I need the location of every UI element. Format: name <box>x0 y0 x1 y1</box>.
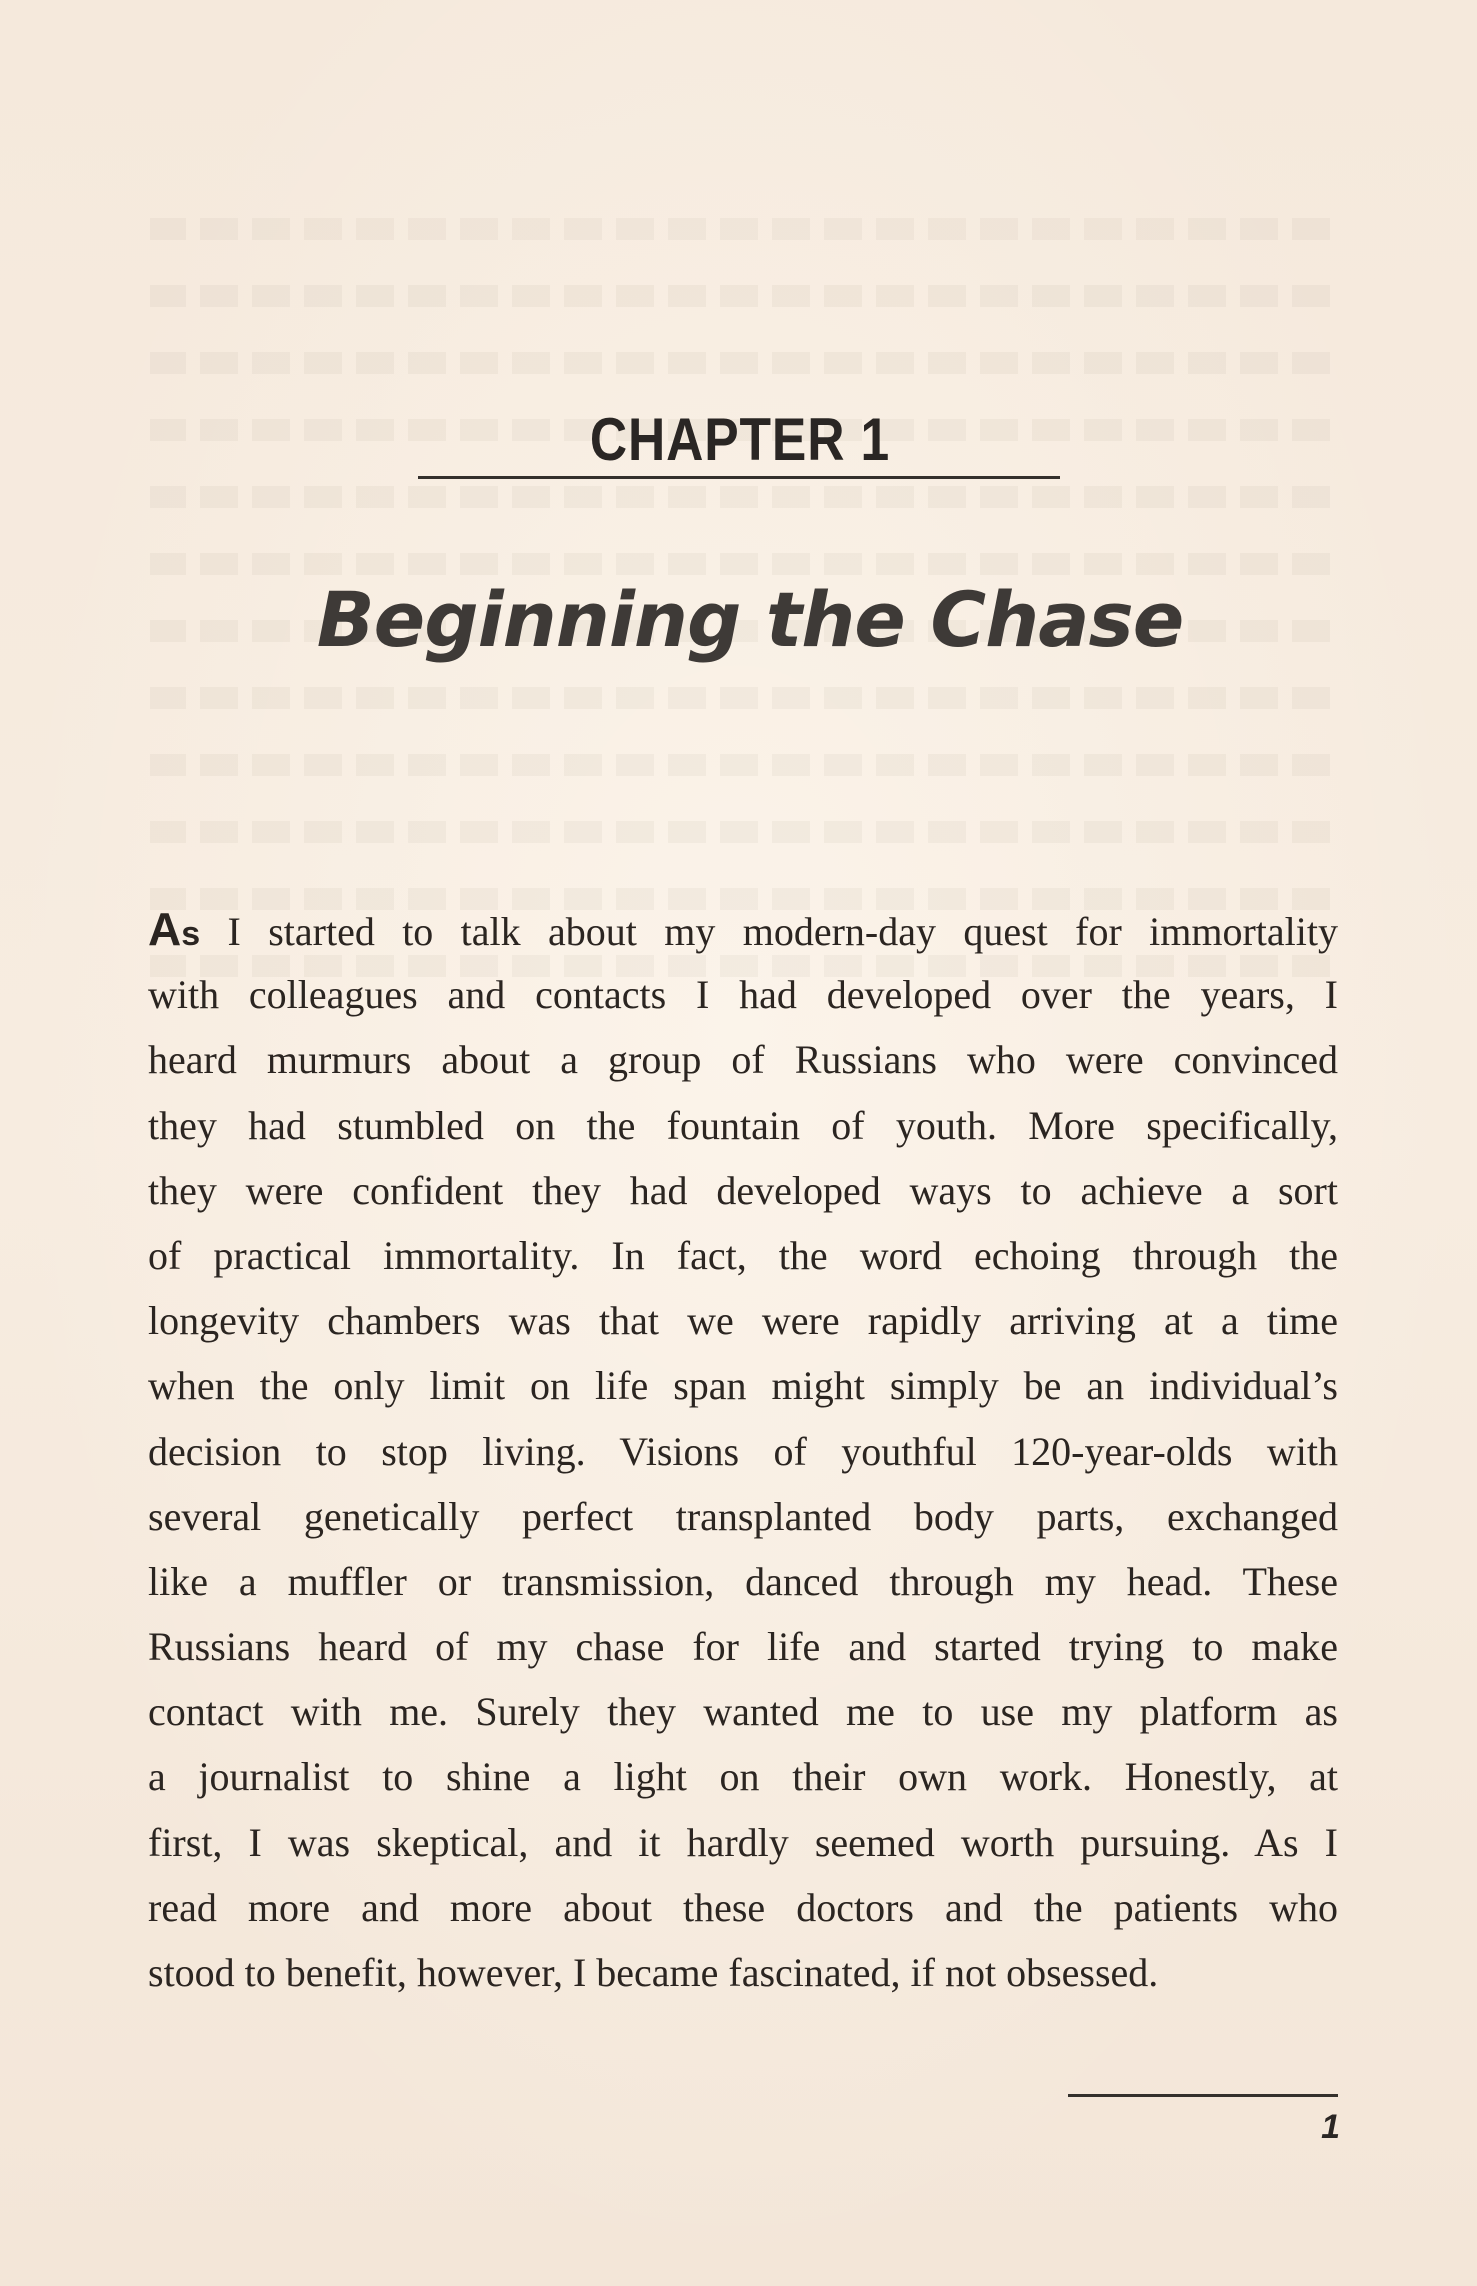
body-line: several genetically perfect transplanted body parts, exchanged <box>148 1493 1338 1539</box>
drop-cap-rest: s <box>181 915 201 953</box>
folio-rule <box>1068 2094 1338 2097</box>
body-line: heard murmurs about a group of Russians who were convinced <box>148 1037 1338 1083</box>
body-line: decision to stop living. Visions of youthful 120-year-olds with <box>148 1428 1338 1474</box>
body-line <box>148 897 1338 962</box>
body-line: contact with me. Surely they wanted me to use my platform as <box>148 1689 1338 1735</box>
body-line: of practical immortality. In fact, the word echoing through the <box>148 1232 1338 1278</box>
body-line: they had stumbled on the fountain of youth. More specifically, <box>148 1102 1338 1148</box>
body-line: with colleagues and contacts I had developed over the years, I <box>148 972 1338 1018</box>
chapter-title: Beginning the Chase <box>316 575 1184 664</box>
body-line: longevity chambers was that we were rapidly arriving at a time <box>148 1298 1338 1344</box>
drop-cap: A <box>148 903 182 955</box>
body-line: Russians heard of my chase for life and started trying to make <box>148 1624 1338 1670</box>
body-line: when the only limit on life span might simply be an individual’s <box>148 1363 1338 1409</box>
body-line: first, I was skeptical, and it hardly seemed worth pursuing. As I <box>148 1819 1338 1865</box>
chapter-label: CHAPTER 1 <box>589 406 891 473</box>
body-line: a journalist to shine a light on their own work. Honestly, at <box>148 1754 1338 1800</box>
body-line: stood to benefit, however, I became fascinated, if not obsessed. <box>148 1950 1159 1995</box>
page-number: 1 <box>1321 2108 1340 2146</box>
body-paragraph <box>148 897 1338 2005</box>
body-line: like a muffler or transmission, danced through my head. These <box>148 1558 1338 1604</box>
body-line: read more and more about these doctors and the patients who <box>148 1884 1338 1930</box>
body-line: they were confident they had developed ways to achieve a sort <box>148 1167 1338 1213</box>
body-line-text: I started to talk about my modern-day quest for immortality <box>227 909 1339 954</box>
chapter-rule <box>418 476 1060 479</box>
